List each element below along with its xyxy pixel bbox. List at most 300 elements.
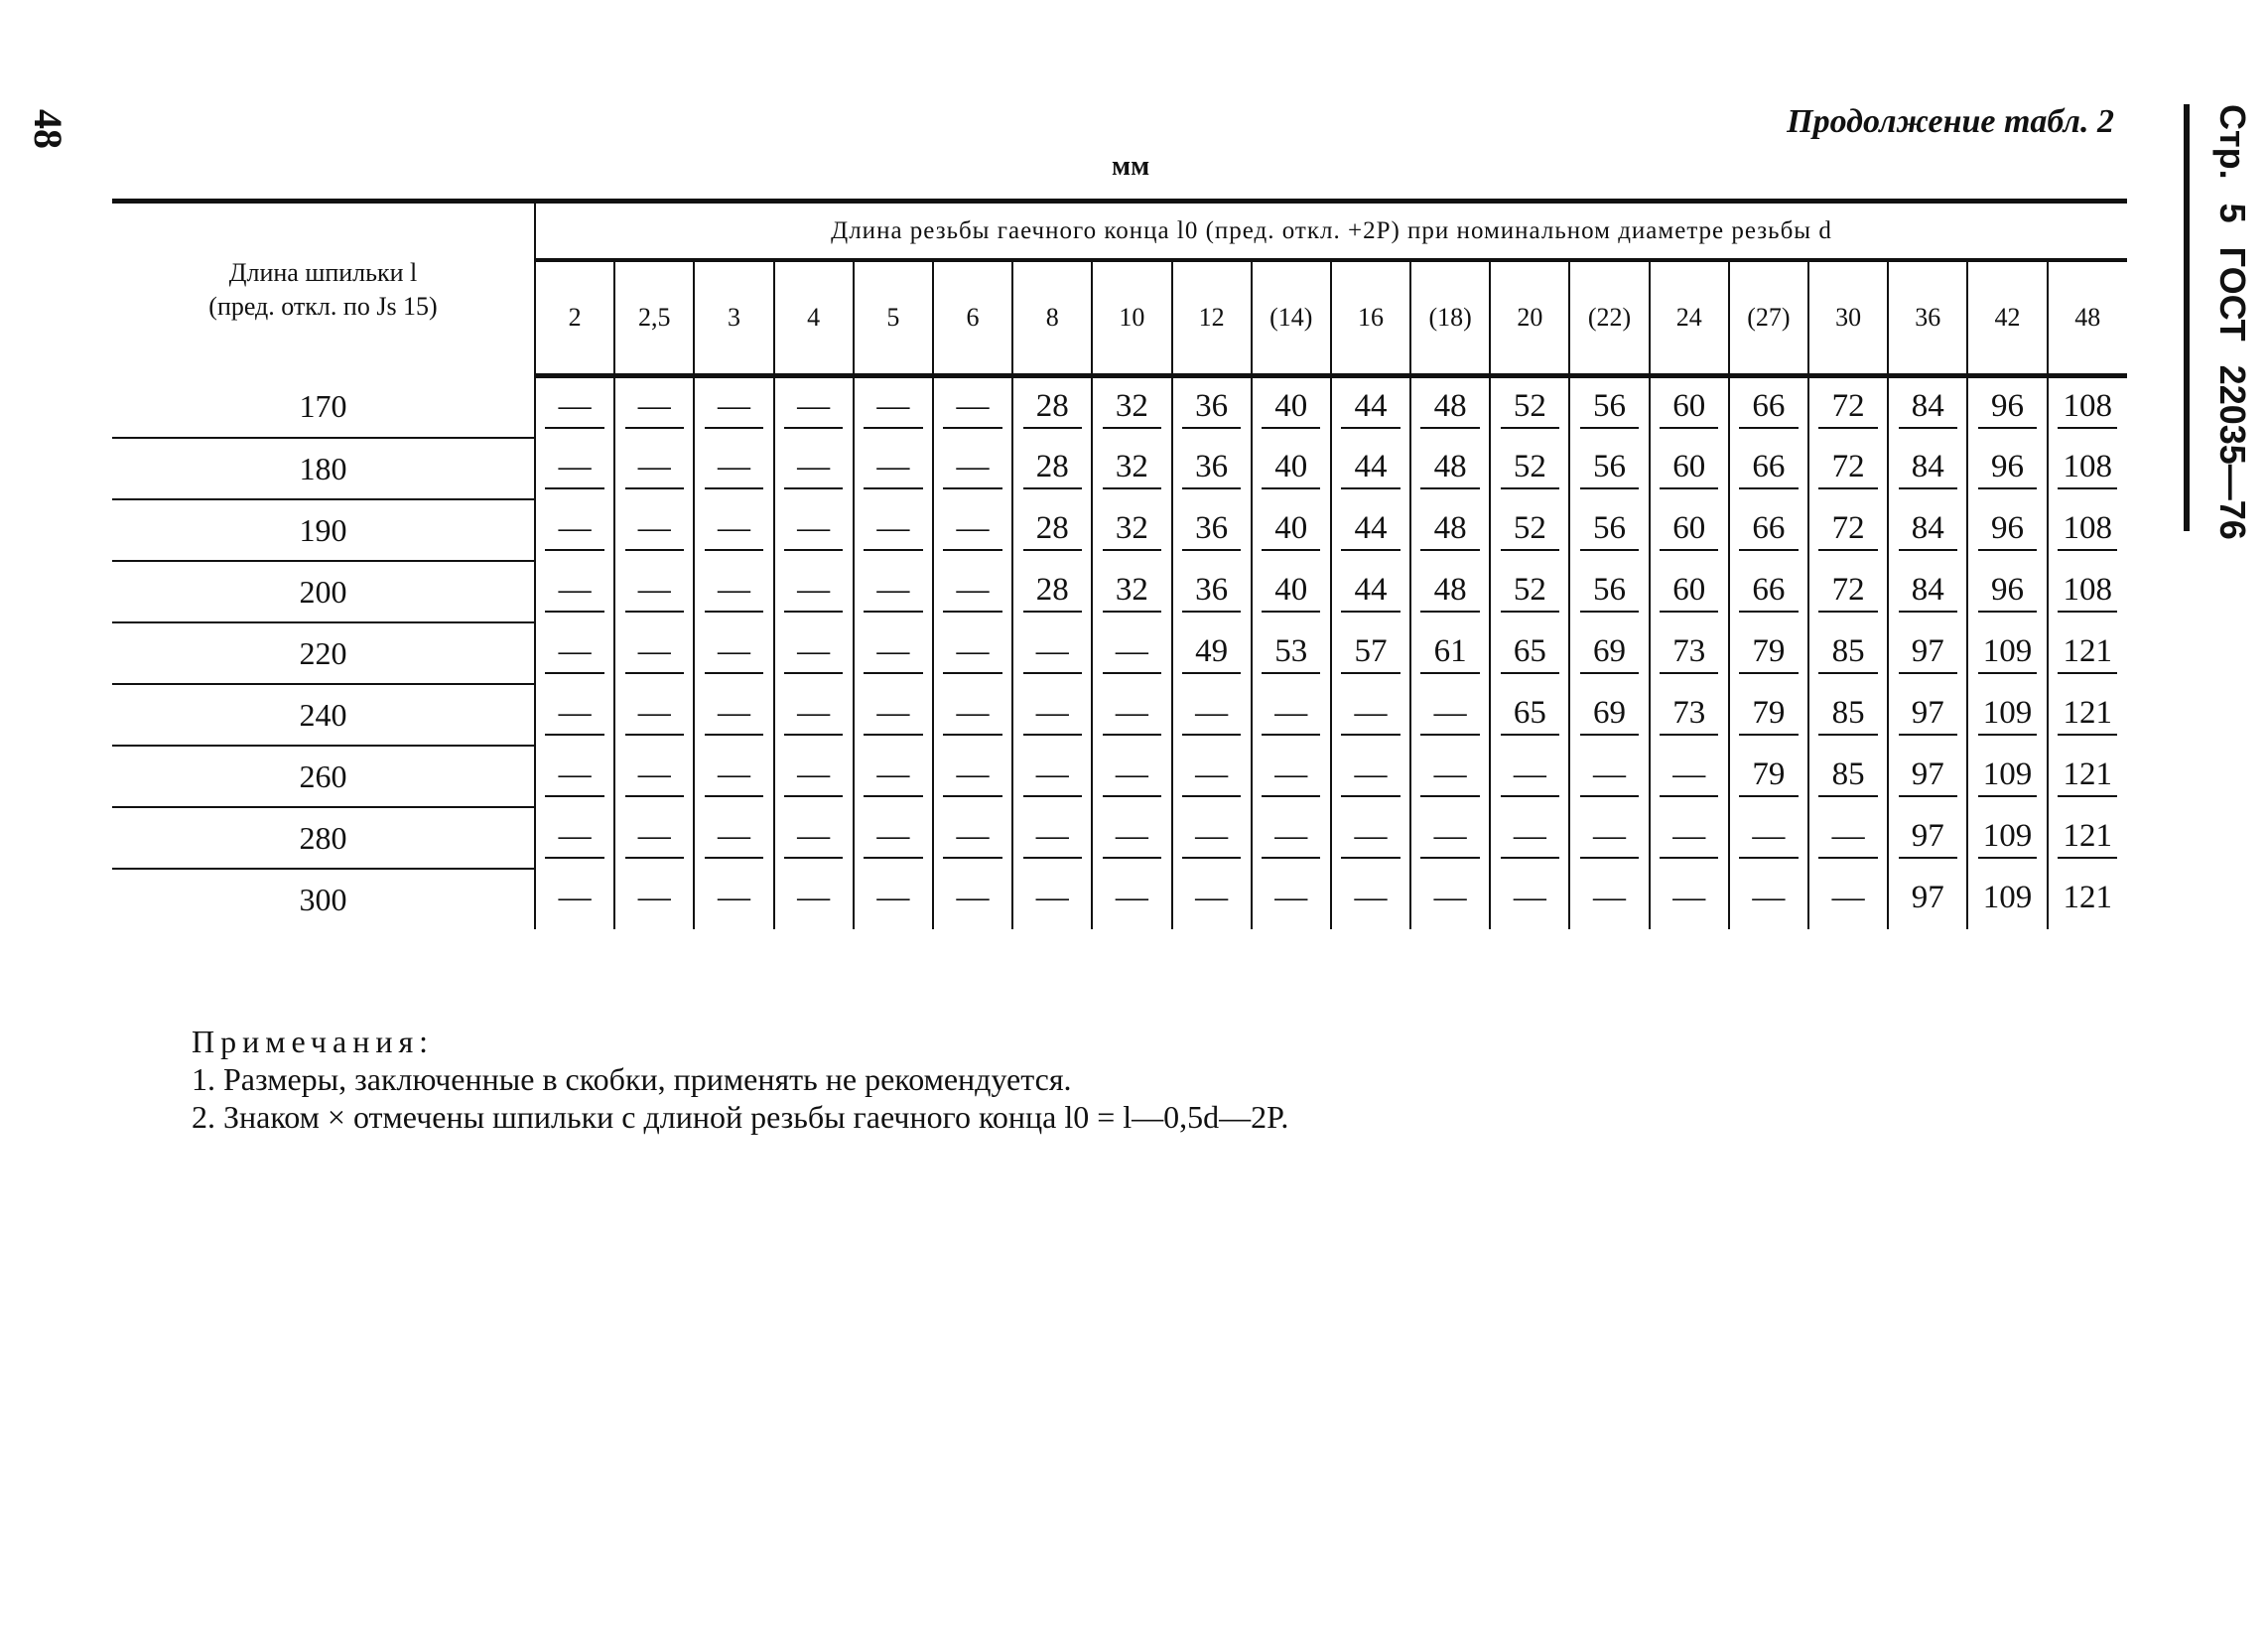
cell-value: — [864, 510, 922, 551]
cell-value: — [943, 510, 1001, 551]
value-cell [1729, 561, 1808, 622]
value-cell [614, 561, 694, 622]
value-cell [535, 561, 614, 622]
value-cell [1650, 807, 1729, 869]
value-cell [694, 746, 773, 807]
value-cell [1410, 622, 1490, 684]
cell-value: — [784, 572, 843, 613]
cell-value: 56 [1580, 572, 1639, 613]
value-cell [614, 746, 694, 807]
cell-value: 108 [2058, 449, 2117, 489]
value-cell [1252, 869, 1331, 929]
cell-value: 28 [1023, 572, 1082, 613]
cell-value: — [625, 756, 684, 797]
value-cell [854, 438, 933, 499]
cell-value: 79 [1739, 695, 1798, 736]
value-cell [694, 622, 773, 684]
value-cell [1172, 684, 1252, 746]
cell-value: — [956, 880, 990, 915]
value-cell [1888, 869, 1967, 929]
units-label: мм [1112, 151, 1150, 182]
cell-value: 121 [2058, 818, 2117, 859]
value-cell [933, 499, 1012, 561]
cell-value: 32 [1103, 510, 1161, 551]
cell-value: — [1660, 818, 1718, 859]
column-header: (27) [1729, 260, 1808, 376]
value-cell [614, 807, 694, 869]
column-header: 12 [1172, 260, 1252, 376]
cell-value: — [1103, 818, 1161, 859]
cell-value: 28 [1023, 388, 1082, 429]
cell-value: — [1593, 880, 1627, 915]
cell-value: 36 [1182, 388, 1241, 429]
cell-value: 52 [1501, 388, 1559, 429]
value-cell [1092, 438, 1171, 499]
cell-value: — [1262, 695, 1320, 736]
value-cell [535, 622, 614, 684]
cell-value: 52 [1501, 449, 1559, 489]
value-cell [1808, 499, 1888, 561]
value-cell [1808, 561, 1888, 622]
cell-value: — [864, 695, 922, 736]
column-header: 42 [1967, 260, 2047, 376]
stud-length-cell: 200 [112, 561, 535, 622]
cell-value: 60 [1660, 572, 1718, 613]
value-cell [1172, 376, 1252, 439]
value-cell [1252, 684, 1331, 746]
cell-value: 66 [1739, 449, 1798, 489]
value-cell [1967, 499, 2047, 561]
value-cell [2048, 746, 2127, 807]
value-cell [694, 499, 773, 561]
cell-value: — [558, 880, 592, 915]
cell-value: — [943, 388, 1001, 429]
cell-value: — [864, 388, 922, 429]
notes [192, 1023, 1288, 1136]
cell-value: — [705, 756, 763, 797]
value-cell [774, 561, 854, 622]
cell-value: — [1115, 880, 1148, 915]
value-cell [1808, 376, 1888, 439]
cell-value: — [625, 510, 684, 551]
value-cell [1252, 438, 1331, 499]
cell-value: 28 [1023, 510, 1082, 551]
cell-value: — [545, 695, 603, 736]
cell-value: 66 [1739, 510, 1798, 551]
value-cell [933, 684, 1012, 746]
value-cell [1012, 869, 1092, 929]
cell-value: — [1818, 818, 1877, 859]
value-cell [1569, 376, 1649, 439]
value-cell [1331, 438, 1410, 499]
value-cell [1650, 746, 1729, 807]
cell-value: — [545, 572, 603, 613]
cell-value: — [717, 880, 750, 915]
value-cell [1331, 499, 1410, 561]
value-cell [1490, 807, 1569, 869]
value-cell [1092, 376, 1171, 439]
value-cell [535, 376, 614, 439]
value-cell [774, 684, 854, 746]
cell-value: — [1739, 818, 1798, 859]
table-row [112, 622, 2127, 684]
cell-value: — [1103, 633, 1161, 674]
value-cell [614, 499, 694, 561]
stud-length-cell: 280 [112, 807, 535, 869]
value-cell [1808, 622, 1888, 684]
column-header: 6 [933, 260, 1012, 376]
value-cell [1490, 622, 1569, 684]
value-cell [1490, 869, 1569, 929]
value-cell [2048, 807, 2127, 869]
value-cell [774, 807, 854, 869]
stud-length-cell: 300 [112, 869, 535, 929]
value-cell [1490, 438, 1569, 499]
cell-value: 36 [1182, 449, 1241, 489]
cell-value: 56 [1580, 510, 1639, 551]
cell-value: — [1182, 818, 1241, 859]
cell-value: — [1262, 818, 1320, 859]
value-cell [1888, 376, 1967, 439]
cell-value: — [705, 510, 763, 551]
cell-value: — [943, 756, 1001, 797]
value-cell [1012, 807, 1092, 869]
value-cell [1808, 684, 1888, 746]
value-cell [1331, 622, 1410, 684]
row-header-line: Длина шпильки l [228, 257, 418, 287]
cell-value: 84 [1899, 510, 1957, 551]
value-cell [1490, 376, 1569, 439]
cell-value: — [797, 880, 831, 915]
cell-value: — [1182, 695, 1241, 736]
cell-value: — [943, 695, 1001, 736]
cell-value: — [784, 510, 843, 551]
cell-value: — [864, 756, 922, 797]
cell-value: — [943, 449, 1001, 489]
cell-value: 53 [1262, 633, 1320, 674]
cell-value: 121 [2063, 880, 2113, 915]
cell-value: 109 [1978, 818, 2037, 859]
cell-value: 44 [1341, 572, 1400, 613]
value-cell [1650, 622, 1729, 684]
cell-value: 79 [1739, 756, 1798, 797]
cell-value: 36 [1182, 572, 1241, 613]
cell-value: — [637, 880, 671, 915]
cell-value: — [1103, 695, 1161, 736]
notes-title: Примечания: [192, 1024, 435, 1059]
value-cell [1092, 622, 1171, 684]
value-cell [1252, 807, 1331, 869]
value-cell [535, 746, 614, 807]
value-cell [1490, 499, 1569, 561]
cell-value: 108 [2058, 388, 2117, 429]
cell-value: — [545, 756, 603, 797]
value-cell [1331, 684, 1410, 746]
value-cell [854, 684, 933, 746]
value-cell [1569, 561, 1649, 622]
value-cell [774, 622, 854, 684]
column-header: 36 [1888, 260, 1967, 376]
cell-value: — [1341, 756, 1400, 797]
cell-value: 97 [1899, 633, 1957, 674]
value-cell [1092, 561, 1171, 622]
value-cell [1888, 684, 1967, 746]
thread-length-table [112, 199, 2127, 929]
value-cell [1172, 622, 1252, 684]
cell-value: 97 [1899, 756, 1957, 797]
table-continuation-label: Продолжение табл. 2 [1787, 103, 2114, 140]
column-header: (14) [1252, 260, 1331, 376]
cell-value: 49 [1182, 633, 1241, 674]
cell-value: — [943, 572, 1001, 613]
cell-value: — [1182, 756, 1241, 797]
value-cell [2048, 376, 2127, 439]
value-cell [1808, 869, 1888, 929]
stud-length-cell: 180 [112, 438, 535, 499]
value-cell [535, 869, 614, 929]
column-header: 24 [1650, 260, 1729, 376]
cell-value: 72 [1818, 572, 1877, 613]
value-cell [1967, 869, 2047, 929]
cell-value: — [625, 695, 684, 736]
cell-value: — [1035, 880, 1069, 915]
value-cell [1490, 746, 1569, 807]
cell-value: 72 [1818, 510, 1877, 551]
value-cell [694, 561, 773, 622]
cell-value: 109 [1978, 633, 2037, 674]
cell-value: 65 [1501, 633, 1559, 674]
cell-value: 85 [1818, 633, 1877, 674]
value-cell [933, 746, 1012, 807]
value-cell [1410, 807, 1490, 869]
value-cell [1569, 869, 1649, 929]
cell-value: 60 [1660, 510, 1718, 551]
value-cell [1729, 622, 1808, 684]
cell-value: 84 [1899, 572, 1957, 613]
table-row [112, 376, 2127, 439]
stud-length-cell: 220 [112, 622, 535, 684]
value-cell [854, 746, 933, 807]
value-cell [1410, 499, 1490, 561]
column-header: (18) [1410, 260, 1490, 376]
stud-length-cell: 190 [112, 499, 535, 561]
span-header: Длина резьбы гаечного конца l0 (пред. откл. +2P) при номинальном диаметре резьбы d [535, 202, 2127, 261]
value-cell [854, 622, 933, 684]
value-cell [1650, 561, 1729, 622]
table-row [112, 684, 2127, 746]
cell-value: 121 [2058, 756, 2117, 797]
column-header: 16 [1331, 260, 1410, 376]
cell-value: 97 [1899, 818, 1957, 859]
value-cell [1252, 561, 1331, 622]
cell-value: 121 [2058, 633, 2117, 674]
column-header: (22) [1569, 260, 1649, 376]
value-cell [2048, 869, 2127, 929]
cell-value: — [545, 388, 603, 429]
cell-value: — [705, 633, 763, 674]
value-cell [694, 684, 773, 746]
value-cell [1331, 869, 1410, 929]
cell-value: — [1023, 818, 1082, 859]
table-row [112, 561, 2127, 622]
cell-value: — [784, 388, 843, 429]
value-cell [1410, 438, 1490, 499]
value-cell [614, 438, 694, 499]
value-cell [933, 561, 1012, 622]
cell-value: 85 [1818, 695, 1877, 736]
cell-value: 108 [2058, 510, 2117, 551]
value-cell [854, 561, 933, 622]
cell-value: 36 [1182, 510, 1241, 551]
cell-value: — [1580, 818, 1639, 859]
cell-value: 73 [1660, 695, 1718, 736]
cell-value: 40 [1262, 449, 1320, 489]
cell-value: — [625, 449, 684, 489]
value-cell [2048, 499, 2127, 561]
cell-value: — [1341, 695, 1400, 736]
cell-value: 32 [1103, 449, 1161, 489]
cell-value: 32 [1103, 388, 1161, 429]
cell-value: 44 [1341, 388, 1400, 429]
value-cell [1331, 807, 1410, 869]
cell-value: — [1513, 880, 1546, 915]
cell-value: 109 [1978, 756, 2037, 797]
cell-value: — [1023, 633, 1082, 674]
value-cell [1331, 376, 1410, 439]
cell-value: 56 [1580, 388, 1639, 429]
cell-value: — [1501, 818, 1559, 859]
value-cell [1569, 746, 1649, 807]
cell-value: — [545, 449, 603, 489]
value-cell [614, 376, 694, 439]
cell-value: — [864, 572, 922, 613]
value-cell [933, 869, 1012, 929]
value-cell [1888, 746, 1967, 807]
value-cell [1331, 561, 1410, 622]
cell-value: 96 [1978, 572, 2037, 613]
value-cell [614, 684, 694, 746]
value-cell [694, 869, 773, 929]
value-cell [535, 438, 614, 499]
value-cell [1012, 376, 1092, 439]
column-header: 48 [2048, 260, 2127, 376]
value-cell [1888, 438, 1967, 499]
cell-value: — [1660, 756, 1718, 797]
cell-value: — [705, 818, 763, 859]
cell-value: 65 [1501, 695, 1559, 736]
cell-value: 69 [1580, 633, 1639, 674]
cell-value: — [705, 572, 763, 613]
value-cell [2048, 438, 2127, 499]
value-cell [1729, 807, 1808, 869]
value-cell [854, 869, 933, 929]
cell-value: — [705, 449, 763, 489]
cell-value: 57 [1341, 633, 1400, 674]
value-cell [1808, 438, 1888, 499]
value-cell [1729, 684, 1808, 746]
cell-value: 40 [1262, 510, 1320, 551]
cell-value: 44 [1341, 510, 1400, 551]
cell-value: — [784, 633, 843, 674]
cell-value: — [625, 818, 684, 859]
cell-value: — [705, 695, 763, 736]
value-cell [2048, 622, 2127, 684]
column-header: 10 [1092, 260, 1171, 376]
value-cell [1012, 499, 1092, 561]
column-header: 8 [1012, 260, 1092, 376]
value-cell [1888, 807, 1967, 869]
value-cell [1650, 438, 1729, 499]
cell-value: — [784, 756, 843, 797]
cell-value: 96 [1978, 510, 2037, 551]
cell-value: — [1752, 880, 1786, 915]
value-cell [774, 869, 854, 929]
cell-value: 96 [1978, 388, 2037, 429]
cell-value: 72 [1818, 449, 1877, 489]
value-cell [1569, 622, 1649, 684]
value-cell [854, 376, 933, 439]
value-cell [1092, 684, 1171, 746]
cell-value: — [1433, 880, 1467, 915]
column-header: 2 [535, 260, 614, 376]
value-cell [933, 622, 1012, 684]
cell-value: — [1420, 695, 1479, 736]
value-cell [1490, 561, 1569, 622]
value-cell [1729, 746, 1808, 807]
value-cell [1092, 869, 1171, 929]
row-header [112, 202, 535, 376]
value-cell [1252, 622, 1331, 684]
value-cell [1331, 746, 1410, 807]
value-cell [535, 684, 614, 746]
cell-value: 48 [1420, 388, 1479, 429]
table-row [112, 438, 2127, 499]
value-cell [1808, 746, 1888, 807]
value-cell [1410, 561, 1490, 622]
value-cell [1729, 499, 1808, 561]
cell-value: 79 [1739, 633, 1798, 674]
cell-value: — [1195, 880, 1229, 915]
cell-value: — [545, 510, 603, 551]
cell-value: — [1831, 880, 1865, 915]
value-cell [1252, 746, 1331, 807]
value-cell [1092, 746, 1171, 807]
table-row [112, 807, 2127, 869]
value-cell [1172, 561, 1252, 622]
cell-value: 97 [1899, 695, 1957, 736]
value-cell [774, 438, 854, 499]
cell-value: — [1103, 756, 1161, 797]
value-cell [694, 807, 773, 869]
cell-value: 60 [1660, 388, 1718, 429]
cell-value: 44 [1341, 449, 1400, 489]
cell-value: — [625, 572, 684, 613]
side-rule [2184, 104, 2190, 531]
cell-value: 84 [1899, 388, 1957, 429]
value-cell [1252, 376, 1331, 439]
value-cell [854, 499, 933, 561]
value-cell [1569, 499, 1649, 561]
value-cell [1888, 561, 1967, 622]
value-cell [1172, 438, 1252, 499]
value-cell [1967, 438, 2047, 499]
cell-value: 108 [2058, 572, 2117, 613]
cell-value: — [1341, 818, 1400, 859]
value-cell [774, 499, 854, 561]
value-cell [1888, 499, 1967, 561]
cell-value: — [784, 818, 843, 859]
cell-value: — [1274, 880, 1308, 915]
